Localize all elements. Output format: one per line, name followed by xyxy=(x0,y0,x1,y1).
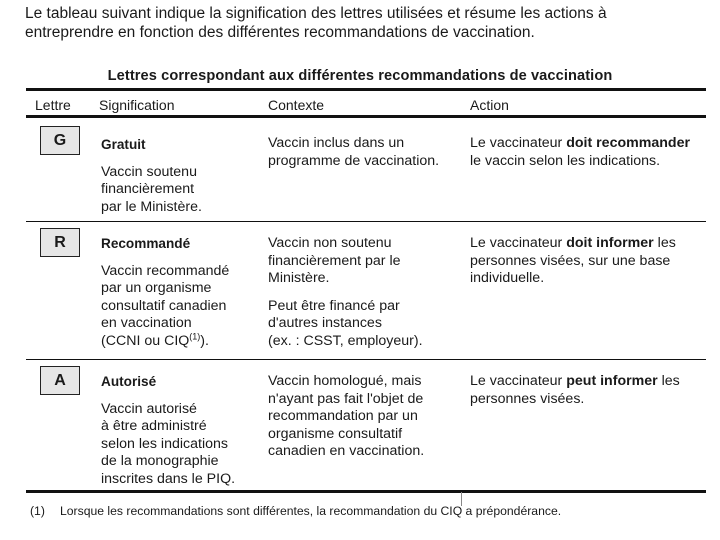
significance-line: financièrement xyxy=(101,181,195,197)
action-prefix: Le vaccinateur xyxy=(470,235,567,251)
footnote xyxy=(30,504,561,518)
context-line: Peut être financé par xyxy=(268,297,400,314)
significance-line: Vaccin autorisé xyxy=(101,400,197,417)
significance-cell-g xyxy=(101,136,261,216)
action-emphasis: doit informer xyxy=(566,235,654,251)
context-line: financièrement par le xyxy=(268,252,401,269)
context-cell-g xyxy=(268,135,468,170)
significance-line-end: ). xyxy=(200,332,209,349)
context-line: (ex. : CSST, employeur). xyxy=(268,332,423,349)
intro-line-1: Le tableau suivant indique la signification des lettres utilisées et résume les actions à xyxy=(25,5,607,22)
action-suffix: les xyxy=(653,235,676,251)
context-line: organisme consultatif xyxy=(268,425,403,442)
action-line: personnes visées, sur une base xyxy=(470,252,671,269)
header-action: Action xyxy=(470,97,509,113)
significance-line: (CCNI ou CIQ xyxy=(101,332,190,349)
significance-line: inscrites dans le PIQ. xyxy=(101,470,236,487)
row-divider xyxy=(26,221,706,222)
action-cell-r xyxy=(470,235,710,288)
action-line: personnes visées. xyxy=(470,390,585,407)
context-line: d'autres instances xyxy=(268,315,382,331)
significance-line: selon les indications xyxy=(101,435,228,452)
significance-line: Vaccin recommandé xyxy=(101,262,230,279)
header-signification: Signification xyxy=(99,97,175,113)
action-emphasis: peut informer xyxy=(566,373,658,389)
footnote-marker: (1) xyxy=(189,330,201,341)
action-prefix: Le vaccinateur xyxy=(470,135,567,151)
row-divider xyxy=(26,359,706,360)
footnote-text: Lorsque les recommandations sont différentes, la recommandation du CIQ a prépondérance. xyxy=(60,504,562,518)
context-line: Vaccin non soutenu xyxy=(268,235,392,251)
context-cell-a xyxy=(268,373,468,461)
significance-title-a: Autorisé xyxy=(101,374,157,389)
significance-line: par un organisme xyxy=(101,280,212,296)
intro-line-2: entreprendre en fonction des différentes recommandations de vaccination. xyxy=(25,24,535,41)
significance-line: consultatif canadien xyxy=(101,297,227,314)
footnote-number: (1) xyxy=(30,504,45,518)
action-emphasis: doit recommander xyxy=(566,135,690,151)
context-line: Vaccin inclus dans un xyxy=(268,135,405,151)
context-line: n'ayant pas fait l'objet de xyxy=(268,390,424,407)
significance-line: par le Ministère. xyxy=(101,198,202,215)
context-line: recommandation par un xyxy=(268,408,418,424)
significance-title-g: Gratuit xyxy=(101,137,146,152)
header-lettre: Lettre xyxy=(35,97,71,113)
context-line: Ministère. xyxy=(268,270,330,286)
header-bottom-rule xyxy=(26,115,706,118)
significance-cell-a xyxy=(101,373,266,488)
significance-line: en vaccination xyxy=(101,315,192,331)
table-bottom-rule xyxy=(26,490,706,493)
action-line: individuelle. xyxy=(470,270,545,286)
action-line: le vaccin selon les indications. xyxy=(470,152,661,169)
letter-badge-r: R xyxy=(40,228,80,257)
action-cell-g xyxy=(470,135,710,170)
significance-line: Vaccin soutenu xyxy=(101,163,197,180)
action-cell-a xyxy=(470,373,710,408)
table-title: Lettres correspondant aux différentes recommandations de vaccination xyxy=(107,68,613,84)
intro-paragraph xyxy=(25,4,705,42)
significance-title-r: Recommandé xyxy=(101,236,191,251)
context-line: Vaccin homologué, mais xyxy=(268,373,422,389)
action-prefix: Le vaccinateur xyxy=(470,373,567,389)
context-cell-r xyxy=(268,235,468,350)
significance-line: de la monographie xyxy=(101,453,219,469)
table-top-rule xyxy=(26,88,706,91)
significance-cell-r xyxy=(101,235,266,350)
action-suffix: les xyxy=(657,373,680,389)
significance-line: à être administré xyxy=(101,418,207,434)
letter-badge-a: A xyxy=(40,366,80,395)
context-line: programme de vaccination. xyxy=(268,152,440,169)
letter-badge-g: G xyxy=(40,126,80,155)
header-contexte: Contexte xyxy=(268,97,325,113)
context-line: canadien en vaccination. xyxy=(268,443,425,459)
